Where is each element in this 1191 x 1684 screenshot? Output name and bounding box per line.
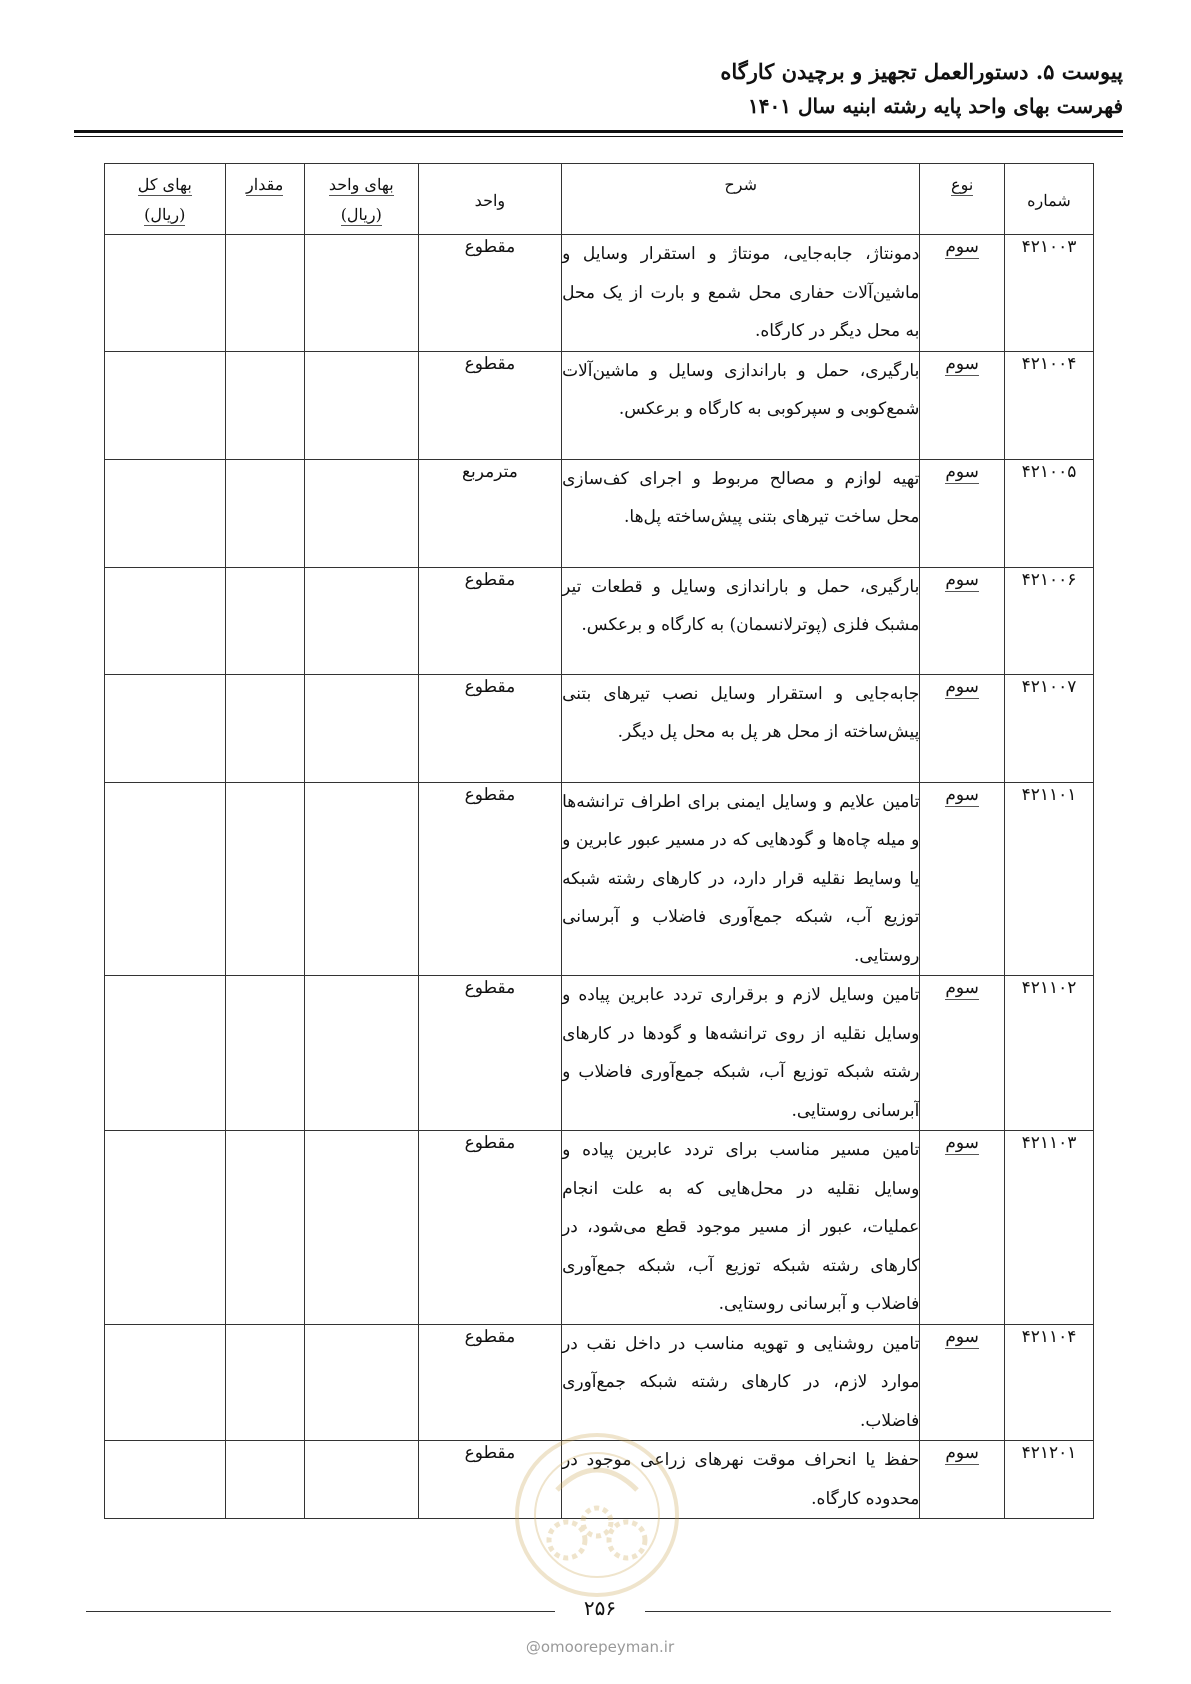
item-number: ۴۲۱۰۰۵ [1004,459,1093,567]
header-total-price: بهای کل (ریال) [105,164,226,235]
item-total-price [105,1441,226,1519]
item-type: سوم [920,782,1005,976]
item-type: سوم [920,976,1005,1131]
item-unit-price [304,1441,418,1519]
item-quantity [225,1441,304,1519]
item-type: سوم [920,459,1005,567]
item-total-price [105,459,226,567]
item-total-price [105,976,226,1131]
page-header [74,56,1123,122]
item-unit: مقطوع [418,1324,561,1441]
item-description: بارگیری، حمل و باراندازی وسایل و ماشین‌آلات شمع‌کوبی و سپرکوبی به کارگاه و برعکس. [562,351,920,459]
item-quantity [225,459,304,567]
item-unit: مقطوع [418,567,561,674]
header-type: نوع [920,164,1005,235]
header-divider-thin [74,136,1123,137]
item-unit-price [304,459,418,567]
document-subtitle: فهرست بهای واحد پایه رشته ابنیه سال ۱۴۰۱ [748,94,1123,118]
item-description: حفظ یا انحراف موقت نهرهای زراعی موجود در محدوده کارگاه. [562,1441,920,1519]
item-number: ۴۲۱۰۰۷ [1004,674,1093,782]
table-row [105,782,1094,976]
item-unit-price [304,351,418,459]
item-quantity [225,567,304,674]
item-number: ۴۲۱۲۰۱ [1004,1441,1093,1519]
item-unit: مقطوع [418,976,561,1131]
item-unit-price [304,235,418,352]
item-description: تامین وسایل لازم و برقراری تردد عابرین پیاده و وسایل نقلیه از روی ترانشه‌ها و گودها در کارهای رشته شبکه توزیع آب، شبکه جمع‌آوری فاضلاب و آبرسانی روستایی. [562,976,920,1131]
header-description: شرح [562,164,920,235]
item-total-price [105,1324,226,1441]
item-type: سوم [920,1324,1005,1441]
item-unit: مقطوع [418,235,561,352]
item-quantity [225,976,304,1131]
watermark-seal-icon [512,1430,682,1600]
item-total-price [105,235,226,352]
page-number: ۲۵۶ [555,1594,645,1622]
table-row [105,235,1094,352]
item-number: ۴۲۱۰۰۴ [1004,351,1093,459]
item-type: سوم [920,351,1005,459]
document-section-title: پیوست ۵. دستورالعمل تجهیز و برچیدن کارگاه [720,59,1123,84]
item-type: سوم [920,1131,1005,1325]
item-number: ۴۲۱۰۰۶ [1004,567,1093,674]
item-description: جابه‌جایی و استقرار وسایل نصب تیرهای بتنی پیش‌ساخته از محل هر پل به محل پل دیگر. [562,674,920,782]
item-unit-price [304,1131,418,1325]
item-quantity [225,674,304,782]
item-unit-price [304,1324,418,1441]
item-total-price [105,782,226,976]
item-type: سوم [920,567,1005,674]
table-header-row [105,164,1094,235]
item-unit: مقطوع [418,674,561,782]
item-unit: مترمربع [418,459,561,567]
item-description: تامین مسیر مناسب برای تردد عابرین پیاده و وسایل نقلیه در محل‌هایی که به علت انجام عملیات، عبور از مسیر موجود قطع می‌شود، در کارهای رشته شبکه توزیع آب، شبکه جمع‌آوری فاضلاب و آبرسانی روستایی. [562,1131,920,1325]
price-list-table [104,163,1094,1519]
table-row [105,1324,1094,1441]
item-description: تامین علایم و وسایل ایمنی برای اطراف ترانشه‌ها و میله چاه‌ها و گودهایی که در مسیر عبور عابرین و یا وسایط نقلیه قرار دارد، در کارهای رشته شبکه توزیع آب، شبکه جمع‌آوری فاضلاب و آبرسانی روستایی. [562,782,920,976]
item-quantity [225,1131,304,1325]
item-unit-price [304,976,418,1131]
item-total-price [105,567,226,674]
table-row [105,674,1094,782]
item-type: سوم [920,235,1005,352]
item-number: ۴۲۱۱۰۳ [1004,1131,1093,1325]
item-type: سوم [920,1441,1005,1519]
table-row [105,1131,1094,1325]
item-quantity [225,351,304,459]
header-divider-thick [74,130,1123,133]
item-description: تهیه لوازم و مصالح مربوط و اجرای کف‌سازی محل ساخت تیرهای بتنی پیش‌ساخته پل‌ها. [562,459,920,567]
item-number: ۴۲۱۱۰۱ [1004,782,1093,976]
table-body [105,235,1094,1519]
item-number: ۴۲۱۱۰۴ [1004,1324,1093,1441]
header-unit-price: بهای واحد (ریال) [304,164,418,235]
item-total-price [105,1131,226,1325]
table-row [105,351,1094,459]
item-quantity [225,782,304,976]
table-row [105,567,1094,674]
item-unit: مقطوع [418,1441,561,1519]
table-row [105,976,1094,1131]
item-quantity [225,1324,304,1441]
item-unit-price [304,567,418,674]
item-description: دمونتاژ، جابه‌جایی، مونتاژ و استقرار وسایل و ماشین‌آلات حفاری محل شمع و بارت از یک محل به محل دیگر در کارگاه. [562,235,920,352]
table-row [105,459,1094,567]
item-total-price [105,351,226,459]
item-number: ۴۲۱۰۰۳ [1004,235,1093,352]
item-unit-price [304,674,418,782]
item-unit: مقطوع [418,782,561,976]
item-total-price [105,674,226,782]
header-number: شماره [1004,164,1093,235]
item-quantity [225,235,304,352]
item-unit: مقطوع [418,351,561,459]
header-unit: واحد [418,164,561,235]
item-description: تامین روشنایی و تهویه مناسب در داخل نقب در موارد لازم، در کارهای رشته شبکه جمع‌آوری فاضلاب. [562,1324,920,1441]
item-description: بارگیری، حمل و باراندازی وسایل و قطعات تیر مشبک فلزی (پوترلانسمان) به کارگاه و برعکس. [562,567,920,674]
item-type: سوم [920,674,1005,782]
header-quantity: مقدار [225,164,304,235]
item-unit: مقطوع [418,1131,561,1325]
item-number: ۴۲۱۱۰۲ [1004,976,1093,1131]
watermark-text: @omoorepeyman.ir [525,1638,675,1656]
item-unit-price [304,782,418,976]
